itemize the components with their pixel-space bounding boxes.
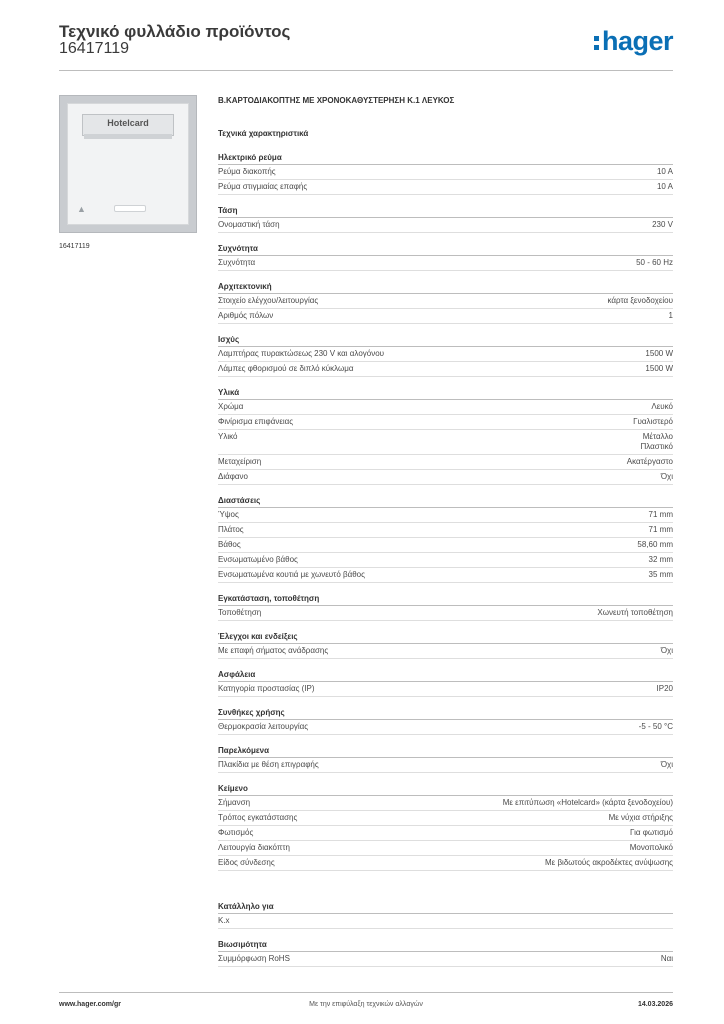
spec-row [218, 606, 673, 621]
spec-value-line: Όχι [660, 760, 673, 769]
spec-value-line: Γυαλιστερό [633, 417, 673, 426]
spec-value [597, 608, 673, 618]
spec-label: Μεταχείριση [218, 457, 262, 466]
spec-value-line: Με βιδωτούς ακροδέκτες ανύψωσης [544, 858, 673, 867]
page-header [59, 22, 673, 71]
spec-value-line: -5 - 50 °C [638, 722, 673, 731]
spec-row [218, 347, 673, 362]
spec-value [649, 525, 673, 535]
spec-label: Σήμανση [218, 798, 251, 807]
spec-label: Υλικό [218, 432, 238, 441]
spec-label: Βάθος [218, 540, 241, 549]
spec-label: Ύψος [218, 510, 239, 519]
page-footer [59, 992, 673, 1017]
spec-value [657, 684, 673, 694]
spec-value [627, 457, 673, 467]
spec-label: Τοποθέτηση [218, 608, 262, 617]
spec-row [218, 455, 673, 470]
spec-label: Ρεύμα στιγμιαίας επαφής [218, 182, 308, 191]
spec-row [218, 470, 673, 485]
spec-value-line: 10 A [656, 167, 673, 176]
spec-section [218, 707, 673, 735]
product-code: 16417119 [59, 40, 129, 57]
spec-row [218, 758, 673, 773]
spec-row [218, 180, 673, 195]
spec-value [649, 510, 673, 520]
spec-label: Τρόπος εγκατάστασης [218, 813, 298, 822]
spec-label: Λάμπες φθορισμού σε διπλό κύκλωμα [218, 364, 354, 373]
spec-value-line: Λευκό [651, 402, 673, 411]
footer-note: Με την επιφύλαξη τεχνικών αλλαγών [309, 1001, 423, 1008]
spec-value [637, 540, 673, 550]
spec-value-line: 1500 W [645, 349, 673, 358]
spec-value-line: 1 [668, 311, 673, 320]
spec-value [652, 220, 673, 230]
spec-row [218, 553, 673, 568]
spec-row [218, 952, 673, 967]
section-title: Κείμενο [218, 783, 673, 796]
arrow-icon: ▲ [77, 204, 86, 214]
tech-specs-title: Τεχνικά χαρακτηριστικά [218, 129, 309, 138]
logo-dots-icon [594, 30, 600, 52]
spec-label: Είδος σύνδεσης [218, 858, 275, 867]
spec-value [661, 760, 673, 770]
spec-row [218, 256, 673, 271]
section-title: Αρχιτεκτονική [218, 281, 673, 294]
spec-label: Συμμόρφωση RoHS [218, 954, 290, 963]
spec-label: Στοιχείο ελέγχου/λειτουργίας [218, 296, 319, 305]
section-title: Ασφάλεια [218, 669, 673, 682]
spec-row [218, 720, 673, 735]
sustainability-section [218, 939, 673, 967]
spec-value-line: IP20 [656, 684, 673, 693]
spec-section [218, 205, 673, 233]
spec-row [218, 165, 673, 180]
spec-row [218, 508, 673, 523]
hager-logo [594, 26, 673, 56]
spec-label: Ενσωματωμένο βάθος [218, 555, 298, 564]
section-title: Εγκατάσταση, τοποθέτηση [218, 593, 673, 606]
spec-section [218, 745, 673, 773]
spec-label: Ονομαστική τάση [218, 220, 280, 229]
card-slot-label: Hotelcard [107, 118, 149, 128]
section-title: Παρελκόμενα [218, 745, 673, 758]
spec-value-line: Ακατέργαστο [626, 457, 673, 466]
spec-row [218, 538, 673, 553]
spec-label: Φινίρισμα επιφάνειας [218, 417, 294, 426]
spec-value-line: 32 mm [648, 555, 673, 564]
spec-value [639, 722, 673, 732]
spec-label: Πλάτος [218, 525, 244, 534]
spec-value-line: 10 A [656, 182, 673, 191]
spec-section [218, 334, 673, 377]
spec-value [503, 798, 673, 808]
spec-value [661, 472, 673, 482]
spec-row [218, 811, 673, 826]
spec-value-line: Με επιτύπωση «Hotelcard» (κάρτα ξενοδοχείου) [502, 798, 673, 807]
spec-value [607, 296, 673, 306]
spec-section [218, 631, 673, 659]
switch-plate [67, 103, 189, 225]
spec-section [218, 243, 673, 271]
spec-row [218, 796, 673, 811]
spec-label: Κατηγορία προστασίας (IP) [218, 684, 315, 693]
suitable-section [218, 901, 673, 929]
section-title: Έλεγχοι και ενδείξεις [218, 631, 673, 644]
spec-value [545, 858, 673, 868]
spec-label: Αριθμός πόλων [218, 311, 274, 320]
document-title: Τεχνικό φυλλάδιο προϊόντος [59, 22, 291, 41]
spec-value-line: Όχι [660, 646, 673, 655]
spec-value [630, 843, 673, 853]
spec-row [218, 841, 673, 856]
spec-row [218, 362, 673, 377]
spec-sections [218, 152, 673, 871]
spec-value-line: 230 V [652, 220, 673, 229]
section-title: Βιωσιμότητα [218, 939, 673, 952]
section-title: Συνθήκες χρήσης [218, 707, 673, 720]
spec-value-line: 1500 W [645, 364, 673, 373]
spec-label: Φωτισμός [218, 828, 254, 837]
spec-row [218, 826, 673, 841]
section-title: Ηλεκτρικό ρεύμα [218, 152, 673, 165]
spec-section [218, 387, 673, 485]
spec-value [636, 258, 673, 268]
spec-value [657, 182, 673, 192]
spec-section [218, 152, 673, 195]
spec-value [630, 828, 673, 838]
spec-value-line: Πλαστικό [640, 442, 673, 451]
spec-value [669, 311, 673, 321]
spec-value [633, 417, 673, 427]
spec-value-line: Χωνευτή τοποθέτηση [597, 608, 673, 617]
logo-text: hager [601, 26, 673, 56]
spec-section [218, 669, 673, 697]
spec-value-line: Όχι [660, 472, 673, 481]
spec-value-line: 71 mm [648, 510, 673, 519]
spec-section [218, 495, 673, 583]
spec-label: Λαμπτήρας πυρακτώσεως 230 V και αλογόνου [218, 349, 385, 358]
spec-value [649, 555, 673, 565]
spec-value-line: 71 mm [648, 525, 673, 534]
spec-value-line: 58,60 mm [637, 540, 673, 549]
spec-label: K.x [218, 916, 230, 925]
spec-value [640, 432, 673, 452]
section-title: Διαστάσεις [218, 495, 673, 508]
product-title: B.ΚΑΡΤΟΔΙΑΚΟΠΤΗΣ ΜΕ ΧΡΟΝΟΚΑΘΥΣΤΕΡΗΣΗ K.1 ΛΕΥΚΟΣ [218, 96, 455, 105]
section-title: Τάση [218, 205, 673, 218]
section-title: Ισχύς [218, 334, 673, 347]
spec-row [218, 430, 673, 455]
spec-row [218, 914, 673, 929]
spec-value-line: 35 mm [648, 570, 673, 579]
spec-value-line: Για φωτισμό [630, 828, 673, 837]
section-title: Υλικά [218, 387, 673, 400]
spec-row [218, 218, 673, 233]
spec-value-line: 50 - 60 Hz [636, 258, 673, 267]
spec-label: Διάφανο [218, 472, 249, 481]
spec-label: Ενσωματωμένα κουτιά με χωνευτό βάθος [218, 570, 365, 579]
spec-row [218, 644, 673, 659]
spec-value-line: κάρτα ξενοδοχείου [607, 296, 673, 305]
spec-section [218, 281, 673, 324]
spec-value [661, 646, 673, 656]
spec-section [218, 593, 673, 621]
spec-row [218, 415, 673, 430]
spec-row [218, 309, 673, 324]
spec-value-line: Μονοπολικό [629, 843, 673, 852]
footer-website: www.hager.com/gr [59, 1001, 121, 1008]
spec-label: Συχνότητα [218, 258, 256, 267]
spec-value [657, 167, 673, 177]
spec-value [649, 570, 673, 580]
spec-label: Λειτουργία διακόπτη [218, 843, 290, 852]
card-slot-opening [84, 134, 172, 139]
spec-label: Χρώμα [218, 402, 244, 411]
spec-row [218, 682, 673, 697]
product-image [59, 95, 197, 233]
spec-row [218, 568, 673, 583]
spec-value-line: Μέταλλο [642, 432, 673, 441]
card-slot [82, 114, 174, 136]
spec-row [218, 400, 673, 415]
spec-value [651, 402, 673, 412]
spec-value [609, 813, 673, 823]
spec-row [218, 523, 673, 538]
spec-label: Ρεύμα διακοπής [218, 167, 276, 176]
footer-date: 14.03.2026 [637, 1001, 673, 1008]
spec-row [218, 294, 673, 309]
spec-value [645, 364, 673, 374]
spec-label: Θερμοκρασία λειτουργίας [218, 722, 309, 731]
spec-label: Πλακίδια με θέση επιγραφής [218, 760, 319, 769]
image-caption: 16417119 [59, 243, 90, 250]
indicator-light [114, 205, 146, 212]
spec-row [218, 856, 673, 871]
spec-content [218, 96, 673, 977]
section-title: Συχνότητα [218, 243, 673, 256]
spec-value [645, 349, 673, 359]
spec-value-line: Με νύχια στήριξης [608, 813, 673, 822]
spec-section [218, 783, 673, 871]
spec-value: Ναι [660, 954, 673, 963]
spec-label: Με επαφή σήματος ανάδρασης [218, 646, 329, 655]
section-title: Κατάλληλο για [218, 901, 673, 914]
